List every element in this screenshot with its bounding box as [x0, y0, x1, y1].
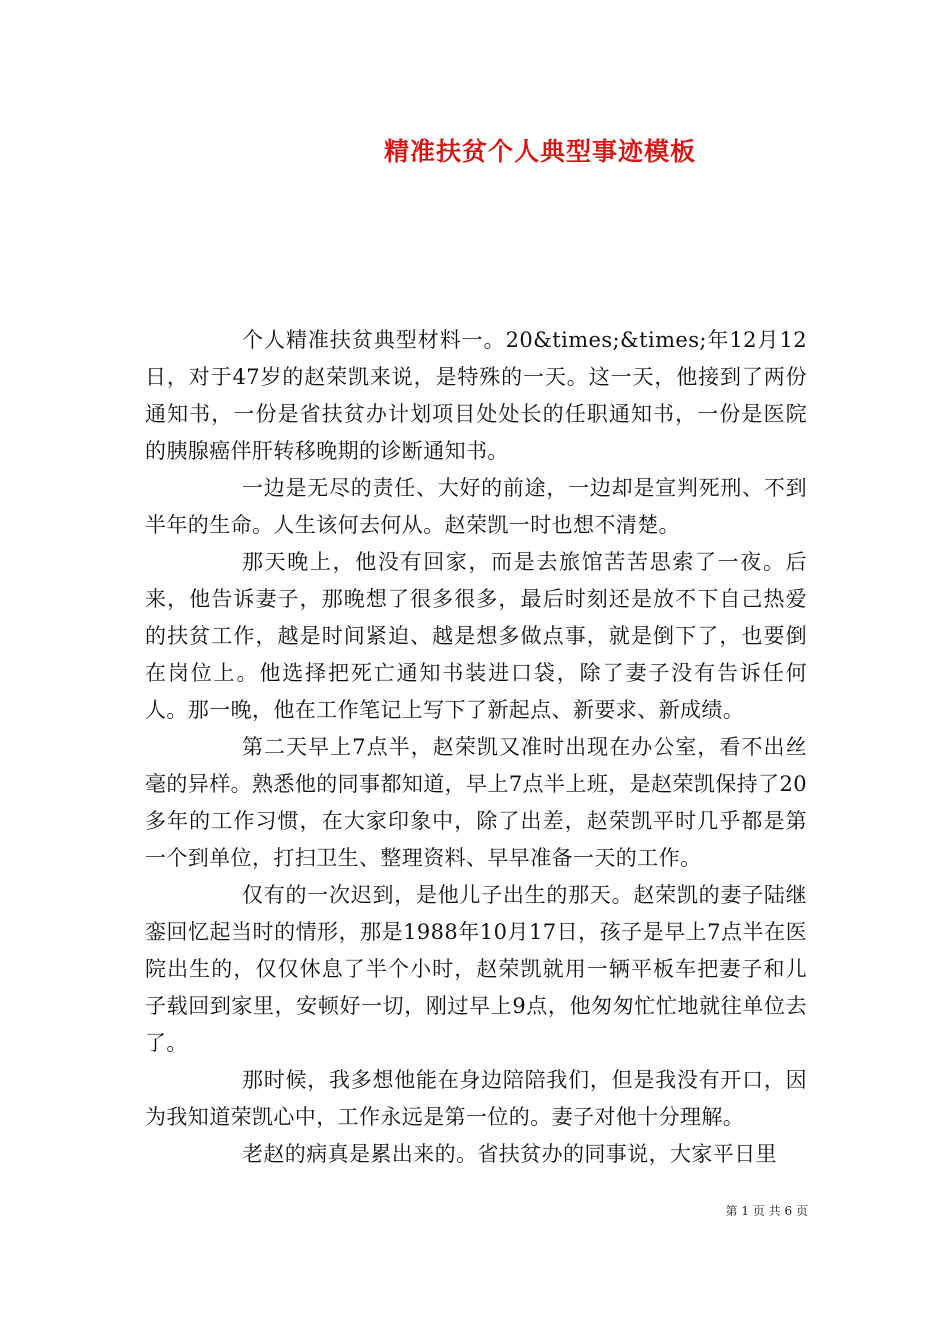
paragraph: 一边是无尽的责任、大好的前途，一边却是宣判死刑、不到半年的生命。人生该何去何从。赵荣凯一时也想不清楚。 [145, 476, 807, 537]
document-title: 精准扶贫个人典型事迹模板 [383, 137, 696, 166]
current-page-number: 1 [741, 1204, 750, 1218]
paragraph: 个人精准扶贫典型材料一。20&times;&times;年12月12日，对于47岁的赵荣凯来说，是特殊的一天。这一天，他接到了两份通知书，一份是省扶贫办计划项目处处长的任职通知书，一份是医院的胰腺癌伴肝转移晚期的诊断通知书。 [145, 328, 807, 463]
document-body [145, 322, 807, 1173]
footer-prefix: 第 [725, 1204, 738, 1218]
paragraph: 那时候，我多想他能在身边陪陪我们，但是我没有开口，因为我知道荣凯心中，工作永远是第一位的。妻子对他十分理解。 [145, 1068, 807, 1129]
paragraph: 老赵的病真是累出来的。省扶贫办的同事说，大家平日里 [242, 1142, 777, 1166]
footer-suffix: 页 [795, 1204, 808, 1218]
paragraph: 第二天早上7点半，赵荣凯又准时出现在办公室，看不出丝毫的异样。熟悉他的同事都知道，早上7点半上班，是赵荣凯保持了20多年的工作习惯，在大家印象中，除了出差，赵荣凯平时几乎都是第一个到单位，打扫卫生、整理资料、早早准备一天的工作。 [145, 735, 807, 870]
footer-middle: 页 共 [752, 1204, 781, 1218]
page-number-footer [726, 1203, 808, 1219]
paragraph: 那天晚上，他没有回家，而是去旅馆苦苦思索了一夜。后来，他告诉妻子，那晚想了很多很多，最后时刻还是放不下自己热爱的扶贫工作，越是时间紧迫、越是想多做点事，就是倒下了，也要倒在岗位上。他选择把死亡通知书装进口袋，除了妻子没有告诉任何人。那一晚，他在工作笔记上写下了新起点、新要求、新成绩。 [145, 550, 807, 722]
total-page-count: 6 [784, 1204, 793, 1218]
paragraph: 仅有的一次迟到，是他儿子出生的那天。赵荣凯的妻子陆继銮回忆起当时的情形，那是1988年10月17日，孩子是早上7点半在医院出生的，仅仅休息了半个小时，赵荣凯就用一辆平板车把妻子和儿子载回到家里，安顿好一切，刚过早上9点，他匆匆忙忙地就往单位去了。 [145, 883, 807, 1055]
